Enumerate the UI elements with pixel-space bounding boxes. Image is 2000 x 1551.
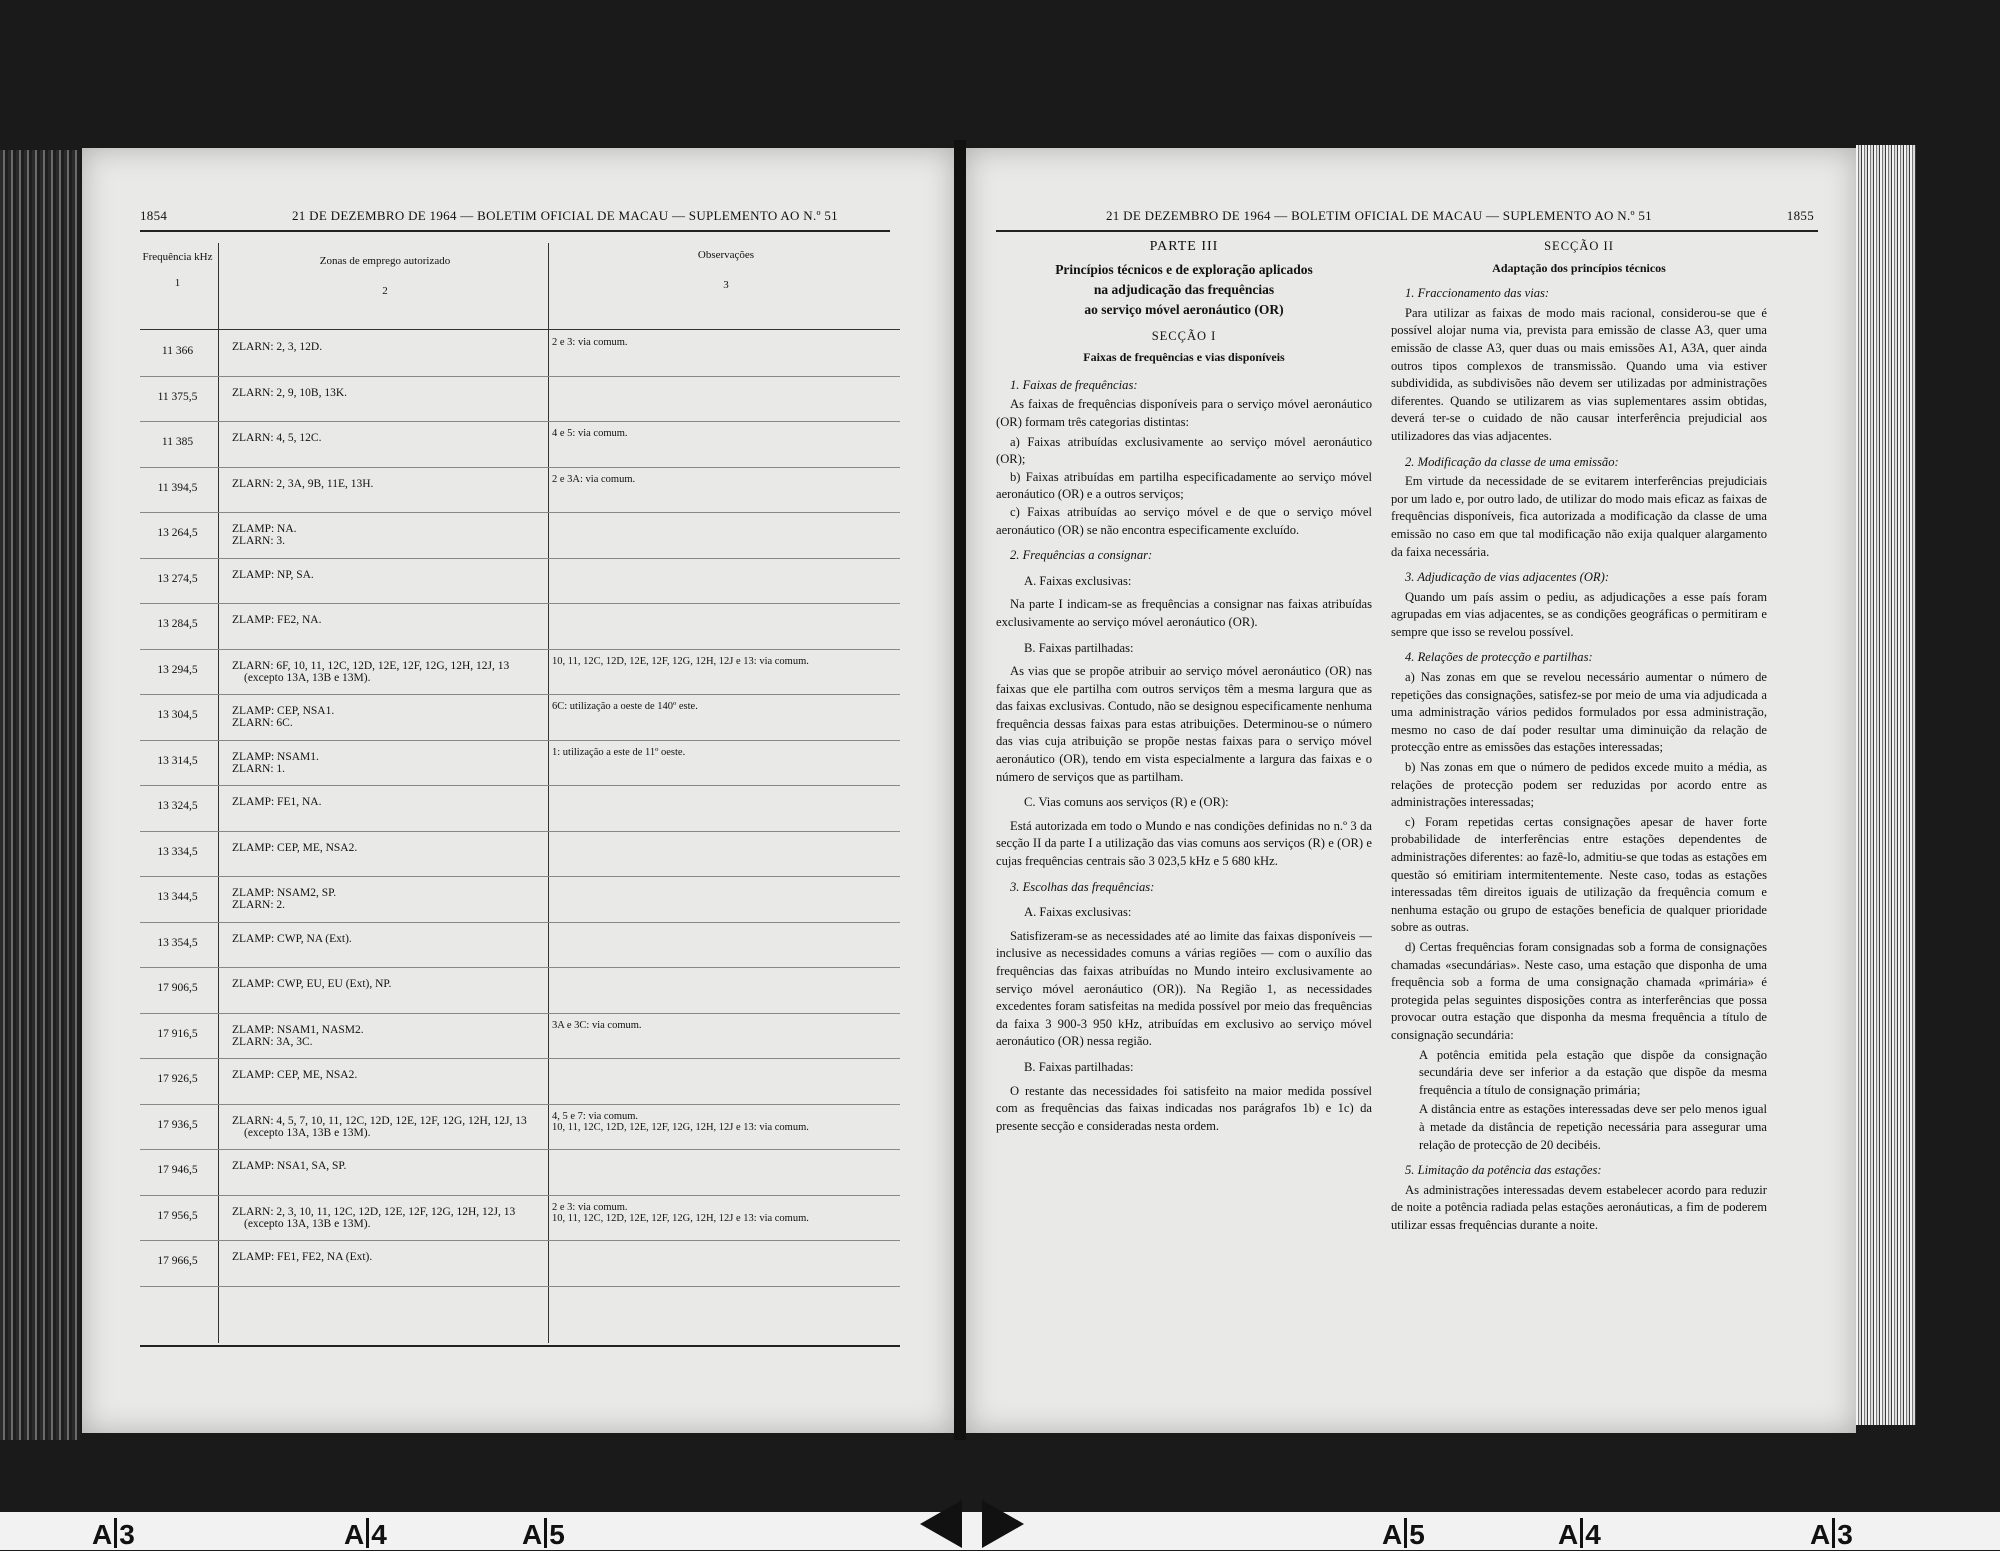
running-title: 21 DE DEZEMBRO DE 1964 — BOLETIM OFICIAL DE MACAU — SUPLEMENTO AO N.º 51: [292, 208, 838, 223]
paragraph: Satisfizeram-se as necessidades até ao limite das faixas disponíveis — inclusive as necessidades comuns a várias regiões — com o auxílio das frequências das faixas atribuídas no Mundo inteiro exclusivamente ao serviço móvel aeronáutico (OR)). Na Região 1, as necessidades excedentes foram satisfeitas na medida possível por meio das frequências da faixa 3 900-3 950 kHz, atribuídas em exclusivo ao serviço móvel aeronáutico (OR) nessa região.: [996, 928, 1372, 1049]
frequency-cell: 11 375,5: [157, 390, 198, 403]
zones-line: ZLARN: 4, 5, 7, 10, 11, 12C, 12D, 12E, 12F, 12G, 12H, 12J, 13: [232, 1114, 527, 1127]
frequency-cell: 17 906,5: [157, 982, 198, 994]
observation-line: 3A e 3C: via comum.: [552, 1019, 642, 1031]
col3-header: [552, 249, 900, 291]
list-item: b) Nas zonas em que o número de pedidos excede muito a média, as relações de protecção podem ser reduzidas por acordo entre as administrações interessadas;: [1391, 760, 1767, 810]
zones-cell: [232, 660, 582, 684]
subsection-heading: 3. Escolhas das frequências:: [1010, 879, 1155, 894]
zones-cell: [232, 341, 582, 353]
paragraph: Na parte I indicam-se as frequências a consignar nas faixas atribuídas exclusivamente ao serviço móvel aeronáutico (OR).: [996, 597, 1372, 629]
zones-cell: [232, 978, 582, 990]
section-subtitle: Faixas de frequências e vias disponíveis: [1083, 350, 1285, 365]
paragraph: As administrações interessadas devem estabelecer acordo para reduzir de noite a potência radiada pelas estações aeronáuticas, a fim de poderem utilizar essas frequências durante a noite.: [1391, 1182, 1767, 1232]
zones-line: ZLARN: 2, 3, 10, 11, 12C, 12D, 12E, 12F, 12G, 12H, 12J, 13: [232, 1205, 516, 1218]
table-row: [140, 741, 900, 787]
table-row: [140, 377, 900, 423]
table-row: [140, 968, 900, 1014]
list-item: c) Faixas atribuídas ao serviço móvel e de que o serviço móvel aeronáutico (OR) se não encontra especificamente excluído.: [996, 504, 1372, 537]
zones-line: ZLARN: 4, 5, 12C.: [232, 432, 322, 444]
subsection-caption: B. Faixas partilhadas:: [1024, 1059, 1134, 1074]
zones-line: ZLAMP: FE1, FE2, NA (Ext).: [232, 1251, 373, 1263]
list-item: c) Foram repetidas certas consignações apesar de haver forte probabilidade de interferências entre estações dependentes de administrações diferentes: ao fazê-lo, admitiu-se que todas as estações em questão só emitiriam intermitentemente. Neste caso, todas as estações interessadas têm direitos iguais de utilização da frequência comum e nenhuma estação ou grupo de estações beneficia de qualquer prioridade sobre as outras.: [1391, 814, 1767, 935]
zones-cell: [232, 1024, 582, 1048]
subsection-heading: 1. Faixas de frequências:: [1010, 377, 1138, 392]
frequency-cell: 13 314,5: [157, 754, 198, 767]
table-bottom-rule: [140, 1345, 900, 1347]
paragraph: Para utilizar as faixas de modo mais racional, considerou-se que é possível alojar numa via, prevista para emissão de classe A3, quer uma emissão de classe A3, quer duas ou mais emissões A1, A3A, quer ainda outros tipos complexos de transmissão. Quando uma via estiver subdividida, as subdivisões não devem ser utilizadas por administrações diferentes. Quando se utilizarem as vias suplementares assim obtidas, deverá ter-se o cuidado de não causar interferência prejudicial aos utilizadores das vias adjacentes.: [1391, 305, 1767, 443]
table-row: [140, 1196, 900, 1242]
zones-line: ZLAMP: CWP, EU, EU (Ext), NP.: [232, 978, 392, 990]
paragraph: Em virtude da necessidade de se evitarem interferências prejudiciais por um lado e, por outro lado, de utilizar do modo mais eficaz as faixas de frequências disponíveis, fica autorizada a modificação da classe de uma emissão no caso em que tal modificação não exija qualquer alargamento da faixa necessária.: [1391, 474, 1767, 559]
frequency-cell: 11 366: [161, 345, 194, 357]
zones-cell: [232, 1160, 582, 1172]
zones-line: ZLARN: 3A, 3C.: [232, 1035, 313, 1048]
table-row: [140, 1241, 900, 1287]
table-row: [140, 1150, 900, 1196]
zones-line: ZLAMP: NSAM1.: [232, 750, 319, 763]
zones-line: ZLAMP: NSAM2, SP.: [232, 887, 337, 899]
paragraph: Quando um país assim o pediu, as adjudicações a esse país foram agrupadas em vias adjacentes, se as condições geográficas o permitiram e sempre que isso se revelou possível.: [1391, 589, 1767, 639]
subsection-heading: 1. Fraccionamento das vias:: [1405, 286, 1550, 301]
indented-clause: A distância entre as estações interessadas deve ser pelo menos igual à metade da distância de repetição necessária para assegurar uma relação de protecção de 20 decibéis.: [1419, 1102, 1767, 1152]
observations-cell: [552, 701, 902, 712]
table-row: [140, 923, 900, 969]
film-mark: A 3: [1810, 1519, 1853, 1550]
frequency-table: [140, 243, 900, 1267]
zones-line: ZLAMP: CWP, NA (Ext).: [232, 932, 352, 945]
zones-cell: [232, 796, 582, 808]
zones-line: ZLAMP: NSA1, SA, SP.: [232, 1160, 347, 1172]
list-item: b) Faixas atribuídas em partilha especificadamente ao serviço móvel aeronáutico (OR) e a outros serviços;: [996, 469, 1372, 502]
zones-line: ZLARN: 2, 3A, 9B, 11E, 13H.: [232, 477, 374, 490]
observations-cell: [552, 747, 902, 758]
table-row: [140, 877, 900, 923]
observation-line: 10, 11, 12C, 12D, 12E, 12F, 12G, 12H, 12J e 13: via comum.: [552, 1212, 809, 1224]
zones-cell: [232, 478, 582, 490]
frequency-cell: 17 926,5: [157, 1073, 198, 1085]
frequency-cell: 13 264,5: [157, 527, 198, 539]
film-mark: A 4: [1558, 1519, 1601, 1550]
zones-cell: [232, 614, 582, 626]
subsection-heading: 2. Modificação da classe de uma emissão:: [1405, 454, 1619, 469]
observation-line: 2 e 3A: via comum.: [552, 473, 636, 485]
section-heading: SECÇÃO I: [1151, 328, 1217, 343]
observation-line: 2 e 3: via comum.: [552, 1201, 628, 1213]
table-row: [140, 331, 900, 377]
running-title: 21 DE DEZEMBRO DE 1964 — BOLETIM OFICIAL DE MACAU — SUPLEMENTO AO N.º 51: [1106, 208, 1652, 223]
list-item: a) Faixas atribuídas exclusivamente ao serviço móvel aeronáutico (OR);: [996, 434, 1372, 467]
zones-line: ZLARN: 2, 9, 10B, 13K.: [232, 386, 347, 399]
observations-cell: [552, 474, 902, 485]
observation-line: 1: utilização a este de 11º oeste.: [552, 746, 686, 758]
frequency-cell: 13 284,5: [157, 618, 198, 630]
table-row: [140, 1059, 900, 1105]
zones-cell: [232, 1069, 582, 1081]
frequency-cell: 13 354,5: [157, 936, 198, 949]
observations-cell: [552, 428, 902, 439]
frequency-cell: 13 324,5: [157, 800, 198, 812]
film-mark: A 3: [92, 1519, 135, 1550]
left-page: [82, 148, 954, 1433]
header-rule: [140, 230, 890, 232]
paragraph: O restante das necessidades foi satisfeito na maior medida possível com as frequências das faixas indicadas nos parágrafos 1b) e 1c) da presente secção e consideradas nesta ordem.: [996, 1083, 1372, 1133]
zones-cell: [232, 569, 582, 581]
zones-cell: [232, 1206, 582, 1230]
table-row: [140, 832, 900, 878]
table-row: [140, 422, 900, 468]
zones-line: ZLAMP: CEP, NSA1.: [232, 705, 335, 717]
left-page-header: [140, 208, 920, 224]
table-row: [140, 604, 900, 650]
frequency-cell: 17 936,5: [157, 1118, 198, 1131]
subsection-caption: B. Faixas partilhadas:: [1024, 640, 1134, 655]
zones-cell: [232, 842, 582, 854]
table-row: [140, 559, 900, 605]
book-edge-left: [0, 150, 80, 1440]
zones-cell: [232, 387, 582, 399]
page-number: 1854: [140, 208, 168, 223]
subsection-heading: 4. Relações de protecção e partilhas:: [1405, 650, 1593, 665]
observations-cell: [552, 1111, 902, 1133]
observation-line: 6C: utilização a oeste de 140º este.: [552, 701, 698, 712]
frequency-cell: 13 334,5: [157, 845, 198, 858]
observation-line: 4 e 5: via comum.: [552, 428, 628, 439]
observations-cell: [552, 656, 902, 667]
zones-line: (excepto 13A, 13B e 13M).: [244, 1217, 371, 1230]
table-row: [140, 1014, 900, 1060]
col2-number: 2: [382, 285, 388, 297]
table-row: [140, 695, 900, 741]
paragraph: Está autorizada em todo o Mundo e nas condições definidas no n.º 3 da secção II da parte I a utilização das vias comuns aos serviços (R) e (OR) e cujas frequências centrais são 3 023,5 kHz e 5 680 kHz.: [996, 818, 1372, 869]
zones-cell: [232, 432, 582, 444]
zones-line: ZLAMP: NP, SA.: [232, 568, 314, 581]
zones-cell: [232, 1115, 582, 1139]
zones-line: ZLAMP: CEP, ME, NSA2.: [232, 1069, 358, 1081]
book-edge-right: [1856, 145, 1916, 1425]
zones-line: ZLARN: 2.: [232, 899, 286, 911]
observations-cell: [552, 1020, 902, 1031]
frequency-cell: 11 394,5: [157, 481, 198, 494]
table-row: [140, 468, 900, 514]
right-page-header: [1014, 208, 1814, 224]
zones-line: ZLAMP: CEP, ME, NSA2.: [232, 841, 358, 854]
title-line: na adjudicação das frequências: [1093, 281, 1275, 297]
list-item: d) Certas frequências foram consignadas sob a forma de consignações chamadas «secundárias». Neste caso, uma estação que disponha de uma frequência sob a forma de uma consignação chamada «primária» é protegida pelas seguintes disposições contra as interferências que possa provocar outra estação que disponha da mesma frequência a título de consignação secundária:: [1391, 939, 1767, 1042]
zones-cell: [232, 523, 582, 547]
zones-line: ZLARN: 6C.: [232, 717, 293, 729]
observation-line: 2 e 3: via comum.: [552, 337, 628, 348]
book-gutter: [954, 140, 966, 1440]
part-heading: PARTE III: [1149, 239, 1219, 254]
header-rule: [996, 230, 1818, 232]
film-mark: A 5: [522, 1519, 565, 1550]
frequency-cell: 13 344,5: [157, 891, 198, 903]
zones-line: ZLARN: 3.: [232, 535, 286, 547]
col1-number: 1: [174, 277, 181, 289]
col3-label: Observações: [697, 249, 755, 261]
subsection-caption: A. Faixas exclusivas:: [1024, 905, 1132, 920]
zones-cell: [232, 705, 582, 729]
section-heading: SECÇÃO II: [1544, 239, 1614, 253]
arrow-left-icon: [920, 1500, 962, 1548]
subsection-heading: 3. Adjudicação de vias adjacentes (OR):: [1405, 570, 1610, 585]
zones-cell: [232, 1251, 582, 1263]
zones-cell: [232, 751, 582, 775]
frequency-cell: 17 966,5: [157, 1255, 198, 1267]
zones-line: ZLAMP: FE1, NA.: [232, 796, 322, 808]
frequency-cell: 17 956,5: [157, 1209, 198, 1222]
frequency-cell: 13 304,5: [157, 709, 198, 721]
page-number: 1855: [1786, 208, 1814, 223]
frequency-cell: 17 916,5: [157, 1027, 198, 1040]
zones-cell: [232, 933, 582, 945]
subsection-heading: 2. Frequências a consignar:: [1010, 548, 1153, 563]
film-mark: A 4: [344, 1519, 387, 1550]
zones-line: (excepto 13A, 13B e 13M).: [244, 1126, 371, 1139]
zones-line: ZLARN: 1.: [232, 762, 286, 775]
zones-line: ZLARN: 2, 3, 12D.: [232, 341, 323, 353]
zones-line: ZLARN: 6F, 10, 11, 12C, 12D, 12E, 12F, 12G, 12H, 12J, 13: [232, 659, 510, 672]
film-mark: A 5: [1382, 1519, 1425, 1550]
observation-line: 4, 5 e 7: via comum.: [552, 1110, 639, 1122]
table-row: [140, 786, 900, 832]
part-title: [996, 260, 1372, 320]
col2-label: Zonas de emprego autorizado: [319, 255, 451, 267]
subsection-heading: 5. Limitação da potência das estações:: [1405, 1163, 1602, 1178]
observations-cell: [552, 337, 902, 348]
observation-line: 10, 11, 12C, 12D, 12E, 12F, 12G, 12H, 12J e 13: via comum.: [552, 1121, 809, 1133]
frequency-cell: 17 946,5: [157, 1164, 198, 1176]
paragraph: As vias que se propõe atribuir ao serviço móvel aeronáutico (OR) nas faixas que ele partilha com outros serviços têm a mesma largura que as das faixas exclusivas. Contudo, não se designou especificamente nenhuma frequência dessas faixas para estas atribuições. Determinou-se o número das vias cuja atribuição se propõe nestas faixas para o serviço móvel aeronáutico (OR), tendo em vista especialmente a largura das faixas e o número de serviços que as partilham.: [996, 664, 1372, 784]
zones-line: ZLAMP: FE2, NA.: [232, 614, 322, 626]
table-row: [140, 650, 900, 696]
table-body: [140, 331, 900, 1287]
zones-line: ZLAMP: NSAM1, NASM2.: [232, 1023, 364, 1036]
zones-line: ZLAMP: NA.: [232, 523, 297, 535]
paragraph: As faixas de frequências disponíveis para o serviço móvel aeronáutico (OR) formam três categorias distintas:: [996, 397, 1372, 429]
zones-cell: [232, 887, 582, 911]
text-column-right: [1391, 238, 1767, 1236]
section-subtitle: Adaptação dos princípios técnicos: [1492, 260, 1666, 275]
frequency-cell: 13 274,5: [157, 572, 198, 585]
list-item: a) Nas zonas em que se revelou necessário aumentar o número de repetições das consignações, satisfez-se por meio de uma via adjudicada a uma administração vários pedidos formulados por essa administração, mesmo no caso de daí poder resultar uma diminuição da relação de protecção entre as emissões das estações interessadas;: [1391, 670, 1767, 755]
text-column-left: [996, 238, 1372, 1137]
zones-line: (excepto 13A, 13B e 13M).: [244, 671, 371, 684]
arrow-right-icon: [982, 1500, 1024, 1548]
col1-header: [140, 251, 215, 289]
col1-label: Frequência kHz: [142, 251, 213, 263]
table-header: [140, 243, 900, 330]
title-line: ao serviço móvel aeronáutico (OR): [1084, 301, 1284, 317]
right-page: [966, 148, 1856, 1433]
table-row: [140, 1105, 900, 1151]
observations-cell: [552, 1202, 902, 1224]
frequency-cell: 11 385: [161, 436, 194, 448]
indented-clause: A potência emitida pela estação que dispõe da consignação secundária deve ser inferior a da estação que dispõe da mesma frequência a título de consignação primária;: [1419, 1047, 1767, 1097]
col3-number: 3: [723, 279, 729, 291]
frequency-cell: 13 294,5: [157, 663, 198, 676]
table-row: [140, 513, 900, 559]
subsection-caption: A. Faixas exclusivas:: [1024, 573, 1132, 588]
title-line: Princípios técnicos e de exploração aplicados: [1055, 261, 1313, 277]
subsection-caption: C. Vias comuns aos serviços (R) e (OR):: [1024, 795, 1229, 810]
col2-header: [220, 255, 550, 297]
observation-line: 10, 11, 12C, 12D, 12E, 12F, 12G, 12H, 12J e 13: via comum.: [552, 655, 809, 667]
